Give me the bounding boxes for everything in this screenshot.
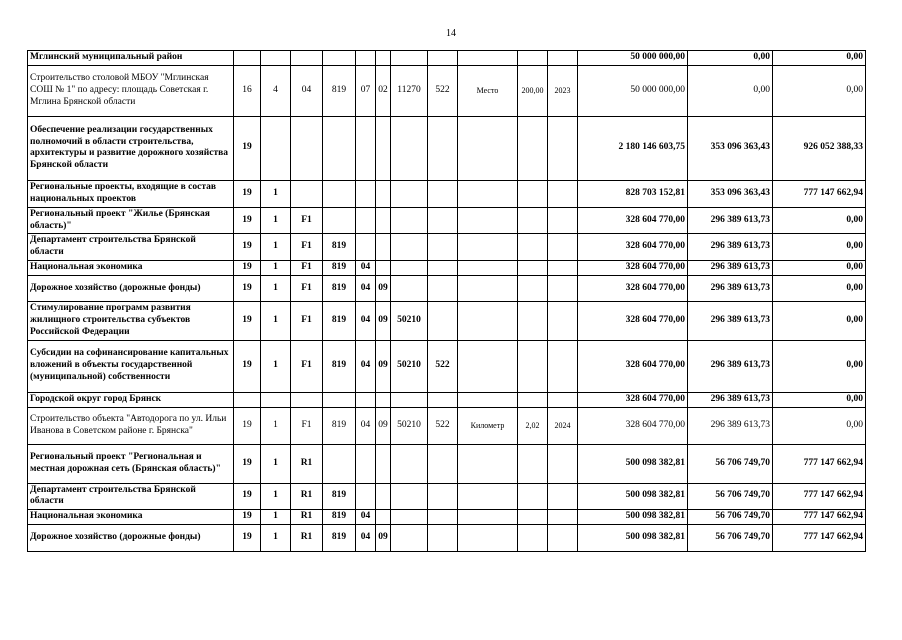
code-subsection (376, 207, 391, 234)
code-direction (391, 180, 428, 207)
table-row (28, 65, 866, 116)
unit-of-measure (458, 392, 518, 407)
code-expense-type (428, 116, 458, 180)
amount-year-3: 0,00 (773, 65, 866, 116)
code-program: 19 (234, 510, 261, 525)
code-department: 819 (323, 65, 356, 116)
amount-year-3: 777 147 662,94 (773, 525, 866, 552)
code-subprogram: 1 (261, 276, 291, 302)
code-department (323, 444, 356, 483)
capacity (518, 444, 548, 483)
code-department (323, 51, 356, 66)
capacity (518, 302, 548, 341)
amount-year-2: 353 096 363,43 (688, 180, 773, 207)
table-row (28, 525, 866, 552)
code-subprogram (261, 392, 291, 407)
code-department: 819 (323, 340, 356, 392)
code-subprogram: 1 (261, 207, 291, 234)
unit-of-measure (458, 116, 518, 180)
code-direction: 50210 (391, 302, 428, 341)
code-project (291, 51, 323, 66)
completion-year (548, 234, 578, 261)
capacity (518, 525, 548, 552)
table-row (28, 51, 866, 66)
row-name: Департамент строительства Брянской области (28, 483, 234, 510)
code-subprogram: 4 (261, 65, 291, 116)
amount-year-2: 56 706 749,70 (688, 510, 773, 525)
code-program: 19 (234, 180, 261, 207)
unit-of-measure: Километр (458, 407, 518, 444)
code-subsection (376, 234, 391, 261)
completion-year (548, 510, 578, 525)
completion-year (548, 207, 578, 234)
completion-year (548, 51, 578, 66)
completion-year: 2024 (548, 407, 578, 444)
code-subprogram: 1 (261, 444, 291, 483)
code-expense-type: 522 (428, 340, 458, 392)
table-row (28, 444, 866, 483)
code-program: 19 (234, 276, 261, 302)
code-section: 04 (356, 261, 376, 276)
amount-year-1: 500 098 382,81 (578, 510, 688, 525)
code-section: 04 (356, 510, 376, 525)
code-expense-type (428, 392, 458, 407)
amount-year-2: 296 389 613,73 (688, 340, 773, 392)
code-direction (391, 234, 428, 261)
code-project: R1 (291, 483, 323, 510)
amount-year-3: 0,00 (773, 392, 866, 407)
capacity (518, 261, 548, 276)
code-section: 07 (356, 65, 376, 116)
code-direction (391, 525, 428, 552)
code-section (356, 483, 376, 510)
amount-year-3: 0,00 (773, 276, 866, 302)
completion-year (548, 483, 578, 510)
table-row (28, 261, 866, 276)
table-row (28, 234, 866, 261)
amount-year-1: 328 604 770,00 (578, 340, 688, 392)
amount-year-2: 296 389 613,73 (688, 207, 773, 234)
amount-year-3: 0,00 (773, 261, 866, 276)
unit-of-measure (458, 340, 518, 392)
code-department: 819 (323, 407, 356, 444)
code-project: F1 (291, 302, 323, 341)
code-direction (391, 116, 428, 180)
unit-of-measure (458, 276, 518, 302)
amount-year-3: 926 052 388,33 (773, 116, 866, 180)
code-project: 04 (291, 65, 323, 116)
code-project: F1 (291, 261, 323, 276)
code-expense-type (428, 444, 458, 483)
capacity: 200,00 (518, 65, 548, 116)
code-subsection: 09 (376, 340, 391, 392)
unit-of-measure (458, 510, 518, 525)
code-project: F1 (291, 207, 323, 234)
capacity: 2,02 (518, 407, 548, 444)
amount-year-1: 328 604 770,00 (578, 302, 688, 341)
amount-year-3: 777 147 662,94 (773, 180, 866, 207)
code-subsection (376, 392, 391, 407)
table-row (28, 302, 866, 341)
code-department: 819 (323, 261, 356, 276)
amount-year-3: 777 147 662,94 (773, 483, 866, 510)
completion-year: 2023 (548, 65, 578, 116)
completion-year (548, 116, 578, 180)
code-program: 19 (234, 234, 261, 261)
code-project: R1 (291, 444, 323, 483)
code-department (323, 392, 356, 407)
code-direction (391, 207, 428, 234)
capacity (518, 340, 548, 392)
code-expense-type (428, 180, 458, 207)
code-subprogram: 1 (261, 510, 291, 525)
code-subprogram: 1 (261, 483, 291, 510)
code-direction (391, 510, 428, 525)
amount-year-2: 353 096 363,43 (688, 116, 773, 180)
code-section (356, 116, 376, 180)
unit-of-measure (458, 302, 518, 341)
unit-of-measure: Место (458, 65, 518, 116)
code-department: 819 (323, 525, 356, 552)
unit-of-measure (458, 525, 518, 552)
code-direction: 50210 (391, 340, 428, 392)
code-direction: 11270 (391, 65, 428, 116)
code-subsection (376, 180, 391, 207)
amount-year-1: 500 098 382,81 (578, 525, 688, 552)
capacity (518, 483, 548, 510)
row-name: Строительство объекта "Автодорога по ул. Ильи Иванова в Советском районе г. Брянска" (28, 407, 234, 444)
code-subprogram: 1 (261, 180, 291, 207)
code-section (356, 51, 376, 66)
code-department: 819 (323, 276, 356, 302)
unit-of-measure (458, 261, 518, 276)
code-department (323, 116, 356, 180)
capacity (518, 276, 548, 302)
amount-year-2: 296 389 613,73 (688, 261, 773, 276)
code-department: 819 (323, 302, 356, 341)
table-row (28, 510, 866, 525)
amount-year-3: 0,00 (773, 234, 866, 261)
row-name: Национальная экономика (28, 261, 234, 276)
amount-year-2: 296 389 613,73 (688, 234, 773, 261)
amount-year-2: 296 389 613,73 (688, 392, 773, 407)
code-subsection: 02 (376, 65, 391, 116)
capacity (518, 180, 548, 207)
code-direction (391, 51, 428, 66)
page-number: 14 (446, 28, 456, 39)
amount-year-3: 777 147 662,94 (773, 444, 866, 483)
amount-year-3: 0,00 (773, 302, 866, 341)
capacity (518, 207, 548, 234)
code-section: 04 (356, 407, 376, 444)
amount-year-2: 0,00 (688, 65, 773, 116)
amount-year-2: 296 389 613,73 (688, 302, 773, 341)
amount-year-3: 0,00 (773, 51, 866, 66)
capacity (518, 51, 548, 66)
code-expense-type (428, 302, 458, 341)
row-name: Дорожное хозяйство (дорожные фонды) (28, 525, 234, 552)
code-program: 19 (234, 207, 261, 234)
code-program (234, 392, 261, 407)
code-subprogram: 1 (261, 525, 291, 552)
code-section (356, 234, 376, 261)
row-name: Региональный проект "Жилье (Брянская область)" (28, 207, 234, 234)
completion-year (548, 276, 578, 302)
row-name: Строительство столовой МБОУ "Мглинская СОШ № 1" по адресу: площадь Советская г. Мглина Брянской области (28, 65, 234, 116)
code-direction (391, 261, 428, 276)
code-program: 19 (234, 525, 261, 552)
amount-year-1: 500 098 382,81 (578, 483, 688, 510)
code-subprogram (261, 116, 291, 180)
completion-year (548, 444, 578, 483)
table-row (28, 276, 866, 302)
code-expense-type (428, 234, 458, 261)
code-subprogram: 1 (261, 302, 291, 341)
code-department (323, 180, 356, 207)
code-subsection: 09 (376, 276, 391, 302)
row-name: Департамент строительства Брянской области (28, 234, 234, 261)
amount-year-1: 328 604 770,00 (578, 276, 688, 302)
row-name: Региональный проект "Региональная и местная дорожная сеть (Брянская область)" (28, 444, 234, 483)
code-program: 19 (234, 340, 261, 392)
code-program: 19 (234, 302, 261, 341)
code-subprogram (261, 51, 291, 66)
amount-year-1: 50 000 000,00 (578, 51, 688, 66)
code-department: 819 (323, 483, 356, 510)
amount-year-2: 56 706 749,70 (688, 525, 773, 552)
capacity (518, 116, 548, 180)
amount-year-2: 56 706 749,70 (688, 483, 773, 510)
code-subsection (376, 510, 391, 525)
code-project: R1 (291, 510, 323, 525)
completion-year (548, 180, 578, 207)
amount-year-1: 500 098 382,81 (578, 444, 688, 483)
amount-year-1: 328 604 770,00 (578, 261, 688, 276)
code-program: 19 (234, 407, 261, 444)
code-project: R1 (291, 525, 323, 552)
code-section (356, 180, 376, 207)
unit-of-measure (458, 51, 518, 66)
code-subprogram: 1 (261, 234, 291, 261)
table-row (28, 207, 866, 234)
amount-year-2: 296 389 613,73 (688, 276, 773, 302)
code-program: 19 (234, 483, 261, 510)
completion-year (548, 302, 578, 341)
row-name: Обеспечение реализации государственных полномочий в области строительства, архитектуры и развитие дорожного хозяйства Брянской области (28, 116, 234, 180)
unit-of-measure (458, 234, 518, 261)
table-row (28, 483, 866, 510)
code-subsection (376, 116, 391, 180)
code-expense-type (428, 261, 458, 276)
unit-of-measure (458, 207, 518, 234)
table-row (28, 407, 866, 444)
code-section (356, 207, 376, 234)
code-direction (391, 276, 428, 302)
code-project: F1 (291, 234, 323, 261)
amount-year-1: 828 703 152,81 (578, 180, 688, 207)
code-project (291, 392, 323, 407)
code-section (356, 444, 376, 483)
code-section: 04 (356, 525, 376, 552)
code-direction (391, 444, 428, 483)
table-row (28, 180, 866, 207)
table-row (28, 340, 866, 392)
row-name: Мглинский муниципальный район (28, 51, 234, 66)
code-program: 19 (234, 444, 261, 483)
code-department: 819 (323, 510, 356, 525)
capacity (518, 510, 548, 525)
amount-year-1: 328 604 770,00 (578, 234, 688, 261)
code-expense-type: 522 (428, 407, 458, 444)
code-expense-type (428, 525, 458, 552)
row-name: Национальная экономика (28, 510, 234, 525)
row-name: Региональные проекты, входящие в состав национальных проектов (28, 180, 234, 207)
code-expense-type: 522 (428, 65, 458, 116)
unit-of-measure (458, 444, 518, 483)
code-department: 819 (323, 234, 356, 261)
code-program (234, 51, 261, 66)
code-expense-type (428, 276, 458, 302)
amount-year-2: 0,00 (688, 51, 773, 66)
code-program: 19 (234, 261, 261, 276)
unit-of-measure (458, 483, 518, 510)
code-project: F1 (291, 340, 323, 392)
code-subprogram: 1 (261, 261, 291, 276)
code-department (323, 207, 356, 234)
code-section: 04 (356, 340, 376, 392)
code-expense-type (428, 51, 458, 66)
amount-year-1: 2 180 146 603,75 (578, 116, 688, 180)
code-subsection (376, 444, 391, 483)
amount-year-2: 296 389 613,73 (688, 407, 773, 444)
row-name: Субсидии на софинансирование капитальных вложений в объекты государственной (муниципальной) собственности (28, 340, 234, 392)
code-subsection: 09 (376, 525, 391, 552)
unit-of-measure (458, 180, 518, 207)
code-expense-type (428, 207, 458, 234)
amount-year-3: 0,00 (773, 340, 866, 392)
code-project: F1 (291, 276, 323, 302)
code-expense-type (428, 510, 458, 525)
row-name: Городской округ город Брянск (28, 392, 234, 407)
code-subsection: 09 (376, 302, 391, 341)
code-direction: 50210 (391, 407, 428, 444)
capacity (518, 234, 548, 261)
budget-table (27, 50, 866, 552)
code-subsection (376, 51, 391, 66)
code-subsection (376, 261, 391, 276)
completion-year (548, 392, 578, 407)
code-subsection (376, 483, 391, 510)
code-section: 04 (356, 302, 376, 341)
amount-year-3: 0,00 (773, 207, 866, 234)
code-direction (391, 392, 428, 407)
code-project (291, 180, 323, 207)
code-project (291, 116, 323, 180)
amount-year-3: 777 147 662,94 (773, 510, 866, 525)
code-section: 04 (356, 276, 376, 302)
code-subsection: 09 (376, 407, 391, 444)
amount-year-2: 56 706 749,70 (688, 444, 773, 483)
amount-year-1: 328 604 770,00 (578, 207, 688, 234)
row-name: Дорожное хозяйство (дорожные фонды) (28, 276, 234, 302)
capacity (518, 392, 548, 407)
code-program: 16 (234, 65, 261, 116)
amount-year-1: 328 604 770,00 (578, 407, 688, 444)
code-program: 19 (234, 116, 261, 180)
completion-year (548, 340, 578, 392)
amount-year-3: 0,00 (773, 407, 866, 444)
code-project: F1 (291, 407, 323, 444)
amount-year-1: 328 604 770,00 (578, 392, 688, 407)
row-name: Стимулирование программ развития жилищного строительства субъектов Российской Федерации (28, 302, 234, 341)
table-row (28, 116, 866, 180)
code-subprogram: 1 (261, 407, 291, 444)
code-subprogram: 1 (261, 340, 291, 392)
completion-year (548, 525, 578, 552)
table-row (28, 392, 866, 407)
code-direction (391, 483, 428, 510)
code-expense-type (428, 483, 458, 510)
code-section (356, 392, 376, 407)
completion-year (548, 261, 578, 276)
amount-year-1: 50 000 000,00 (578, 65, 688, 116)
